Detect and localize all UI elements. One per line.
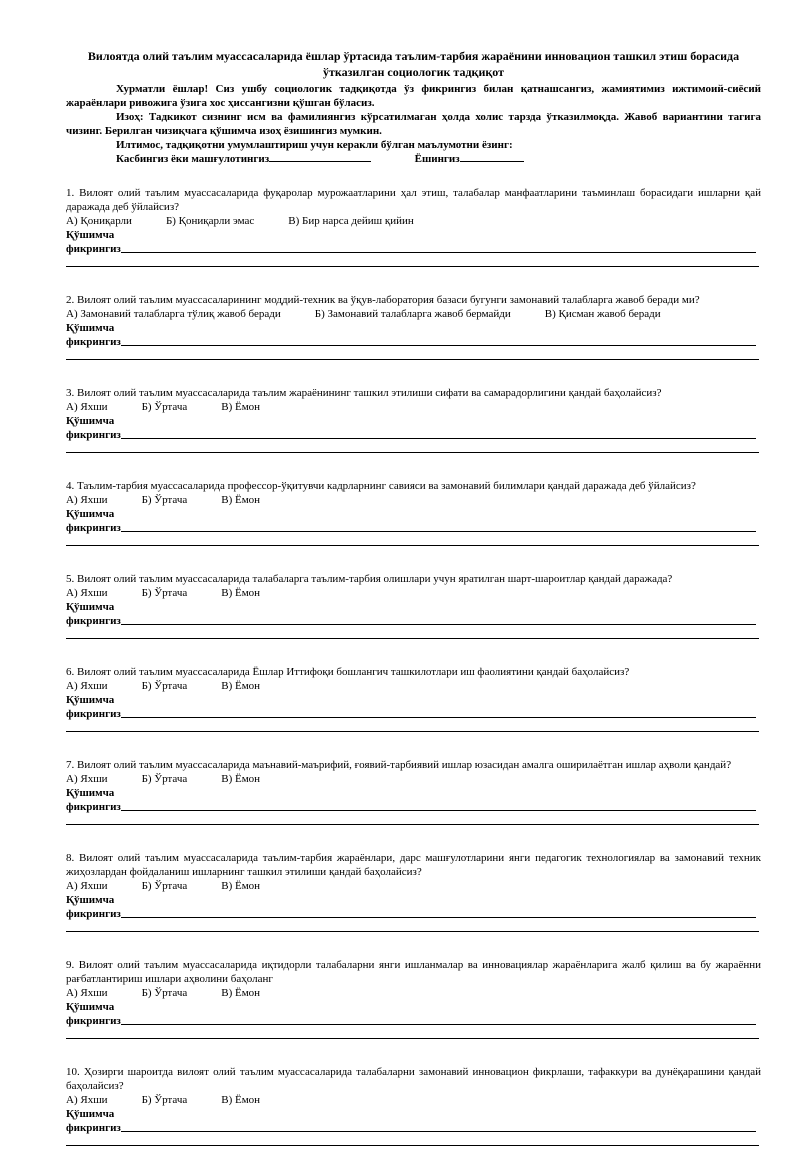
- extra-comment-label: Қўшимча: [66, 694, 115, 706]
- comment-field-line[interactable]: [66, 921, 759, 932]
- comment-label: фикрингиз: [66, 522, 121, 534]
- comment-field[interactable]: [121, 810, 756, 811]
- answer-option[interactable]: А) Яхши: [66, 587, 108, 599]
- comment-label: фикрингиз: [66, 801, 121, 813]
- answer-options: [66, 493, 761, 507]
- answer-option[interactable]: В) Ёмон: [221, 1094, 261, 1106]
- answer-options: [66, 1093, 761, 1107]
- question-text: 6. Вилоят олий таълим муассасаларида Ёшлар Иттифоқи бошлангич ташкилотлари иш фаолиятини қандай баҳолайсиз?: [66, 666, 630, 678]
- question-block: [66, 851, 761, 932]
- comment-field-line[interactable]: [66, 535, 759, 546]
- answer-option[interactable]: Б) Ўртача: [141, 401, 188, 413]
- question-text: 10. Ҳозирги шароитда вилоят олий таълим муассасаларида талабаларни замонавий инновацион фикрлаши, тафаккури ва дунёқарашини қандай баҳолайсиз?: [66, 1066, 761, 1092]
- answer-option[interactable]: Б) Ўртача: [141, 987, 188, 999]
- comment-row: [66, 707, 761, 721]
- question-text: 8. Вилоят олий таълим муассасаларида таълим-тарбия жараёнлари, дарс машғулотларини янги педагогик технологиялар ва замонавий техник жиҳозлардан фойдаланиш ишларнинг ташкил этилиши қандай баҳолайсиз?: [66, 852, 761, 878]
- question-text: 9. Вилоят олий таълим муассасаларида иқтидорли талабаларни янги ишланмалар ва инновациялар жараёнларига жалб қилиш ва бу жараённи рағбатлантириш ишлари аҳволини баҳоланг: [66, 959, 761, 985]
- question-block: [66, 1065, 761, 1146]
- answer-option[interactable]: Б) Ўртача: [141, 880, 188, 892]
- question-block: [66, 186, 761, 267]
- survey-document: [66, 48, 761, 1172]
- question-block: [66, 665, 761, 732]
- extra-comment-label: Қўшимча: [66, 787, 115, 799]
- answer-option[interactable]: В) Ёмон: [221, 773, 261, 785]
- question-text: 7. Вилоят олий таълим муассасаларида маънавий-маърифий, ғоявий-тарбиявий ишлар юзасидан амалга оширилаётган ишлар аҳволи қандай?: [66, 759, 732, 771]
- answer-option[interactable]: А) Яхши: [66, 401, 108, 413]
- comment-row: [66, 800, 761, 814]
- comment-field[interactable]: [121, 531, 756, 532]
- respondent-info-line: [66, 152, 761, 166]
- answer-options: [66, 586, 761, 600]
- extra-comment-label: Қўшимча: [66, 1001, 115, 1013]
- extra-comment-label: Қўшимча: [66, 894, 115, 906]
- question-text: 2. Вилоят олий таълим муассасаларининг моддий-техник ва ўқув-лаборатория базаси бугунги замонавий талабларга жавоб беради ми?: [66, 294, 700, 306]
- answer-option[interactable]: В) Бир нарса дейиш қийин: [288, 215, 414, 227]
- comment-label: фикрингиз: [66, 708, 121, 720]
- question-text: 1. Вилоят олий таълим муассасаларида фуқаролар мурожаатларини ҳал этиш, талабалар манфаатларини таъминлаш борасидаги ишларни қай даражада деб ўйлайсиз?: [66, 187, 761, 213]
- extra-comment-label: Қўшимча: [66, 322, 115, 334]
- answer-option[interactable]: А) Яхши: [66, 494, 108, 506]
- intro-note: Изоҳ: Тадкикот сизнинг исм ва фамилиянгиз кўрсатилмаган ҳолда холис тарзда ўтказилмоқда. Жавоб вариантини тагига чизинг. Берилган чизиқчага қўшимча изоҳ ёзишингиз мумкин.: [66, 111, 761, 137]
- answer-option[interactable]: А) Яхши: [66, 880, 108, 892]
- answer-option[interactable]: В) Ёмон: [221, 401, 261, 413]
- age-field[interactable]: [460, 152, 524, 162]
- answer-option[interactable]: В) Ёмон: [221, 494, 261, 506]
- answer-option[interactable]: Б) Ўртача: [141, 1094, 188, 1106]
- answer-option[interactable]: Б) Қониқарли эмас: [165, 215, 255, 227]
- comment-row: [66, 907, 761, 921]
- intro-request: Илтимос, тадқиқотни умумлаштириш учун керакли бўлган маълумотни ёзинг:: [116, 139, 513, 151]
- comment-field-line[interactable]: [66, 1135, 759, 1146]
- comment-field-line[interactable]: [66, 721, 759, 732]
- extra-comment-label: Қўшимча: [66, 415, 115, 427]
- answer-option[interactable]: Б) Ўртача: [141, 494, 188, 506]
- answer-option[interactable]: Б) Ўртача: [141, 680, 188, 692]
- comment-row: [66, 1121, 761, 1135]
- answer-option[interactable]: А) Яхши: [66, 680, 108, 692]
- comment-row: [66, 242, 761, 256]
- answer-option[interactable]: В) Ёмон: [221, 587, 261, 599]
- question-text: 5. Вилоят олий таълим муассасаларида талабаларга таълим-тарбия олишлари учун яратилган шарт-шароитлар қандай даражада?: [66, 573, 673, 585]
- answer-options: [66, 400, 761, 414]
- answer-options: [66, 307, 761, 321]
- answer-option[interactable]: Б) Замонавий талабларга жавоб бермайди: [314, 308, 511, 320]
- comment-row: [66, 1014, 761, 1028]
- extra-comment-label: Қўшимча: [66, 1108, 115, 1120]
- answer-options: [66, 214, 761, 228]
- comment-field[interactable]: [121, 717, 756, 718]
- answer-options: [66, 679, 761, 693]
- comment-field[interactable]: [121, 1024, 756, 1025]
- answer-option[interactable]: А) Яхши: [66, 1094, 108, 1106]
- question-block: [66, 572, 761, 639]
- comment-field-line[interactable]: [66, 256, 759, 267]
- job-label: Касбингиз ёки машғулотингиз: [116, 153, 270, 165]
- question-block: [66, 758, 761, 825]
- answer-option[interactable]: А) Замонавий талабларга тўлиқ жавоб беради: [66, 308, 281, 320]
- answer-option[interactable]: Б) Ўртача: [141, 587, 188, 599]
- comment-row: [66, 521, 761, 535]
- job-field[interactable]: [269, 152, 371, 162]
- question-text: 3. Вилоят олий таълим муассасаларида таълим жараёнининг ташкил этилиши сифати ва самарадорлигини қандай баҳолайсиз?: [66, 387, 662, 399]
- comment-label: фикрингиз: [66, 336, 121, 348]
- intro-section: [66, 82, 761, 166]
- question-block: [66, 293, 761, 360]
- comment-field-line[interactable]: [66, 814, 759, 825]
- extra-comment-label: Қўшимча: [66, 601, 115, 613]
- extra-comment-label: Қўшимча: [66, 229, 115, 241]
- comment-row: [66, 428, 761, 442]
- comment-label: фикрингиз: [66, 615, 121, 627]
- question-block: [66, 479, 761, 546]
- answer-option[interactable]: А) Яхши: [66, 987, 108, 999]
- comment-label: фикрингиз: [66, 243, 121, 255]
- comment-field-line[interactable]: [66, 349, 759, 360]
- answer-option[interactable]: В) Ёмон: [221, 987, 261, 999]
- answer-options: [66, 772, 761, 786]
- extra-comment-label: Қўшимча: [66, 508, 115, 520]
- comment-label: фикрингиз: [66, 1015, 121, 1027]
- question-block: [66, 386, 761, 453]
- answer-option[interactable]: В) Ёмон: [221, 880, 261, 892]
- comment-field-line[interactable]: [66, 628, 759, 639]
- comment-field[interactable]: [121, 1131, 756, 1132]
- answer-options: [66, 986, 761, 1000]
- answer-option[interactable]: В) Қисман жавоб беради: [544, 308, 661, 320]
- question-text: 4. Таълим-тарбия муассасаларида профессор-ўқитувчи кадрларнинг савияси ва замонавий билимлари қандай даражада деб ўйлайсиз?: [66, 480, 696, 492]
- comment-row: [66, 335, 761, 349]
- answer-options: [66, 879, 761, 893]
- question-block: [66, 958, 761, 1039]
- comment-field[interactable]: [121, 345, 756, 346]
- answer-option[interactable]: Б) Ўртача: [141, 773, 188, 785]
- document-title: Вилоятда олий таълим муассасаларида ёшлар ўртасида таълим-тарбия жараёнини инновацион ташкил этиш борасида ўтказилган социологик тадқиқот: [87, 49, 740, 79]
- comment-field-line[interactable]: [66, 442, 759, 453]
- answer-option[interactable]: В) Ёмон: [221, 680, 261, 692]
- answer-option[interactable]: А) Яхши: [66, 773, 108, 785]
- comment-label: фикрингиз: [66, 1122, 121, 1134]
- answer-option[interactable]: А) Қониқарли: [66, 215, 132, 227]
- comment-label: фикрингиз: [66, 908, 121, 920]
- comment-field[interactable]: [121, 624, 756, 625]
- comment-field-line[interactable]: [66, 1028, 759, 1039]
- comment-field[interactable]: [121, 438, 756, 439]
- intro-greeting: Хурматли ёшлар! Сиз ушбу социологик тадқиқотда ўз фикрингиз билан қатнашсангиз, жамиятимиз ижтимоий-сиёсий жараёнлари ривожига ўзига хос ҳиссангизни қўшган бўласиз.: [66, 83, 761, 109]
- comment-field[interactable]: [121, 917, 756, 918]
- comment-field[interactable]: [121, 252, 756, 253]
- comment-label: фикрингиз: [66, 429, 121, 441]
- questions-list: [66, 186, 761, 1146]
- age-label: Ёшингиз: [414, 153, 460, 165]
- comment-row: [66, 614, 761, 628]
